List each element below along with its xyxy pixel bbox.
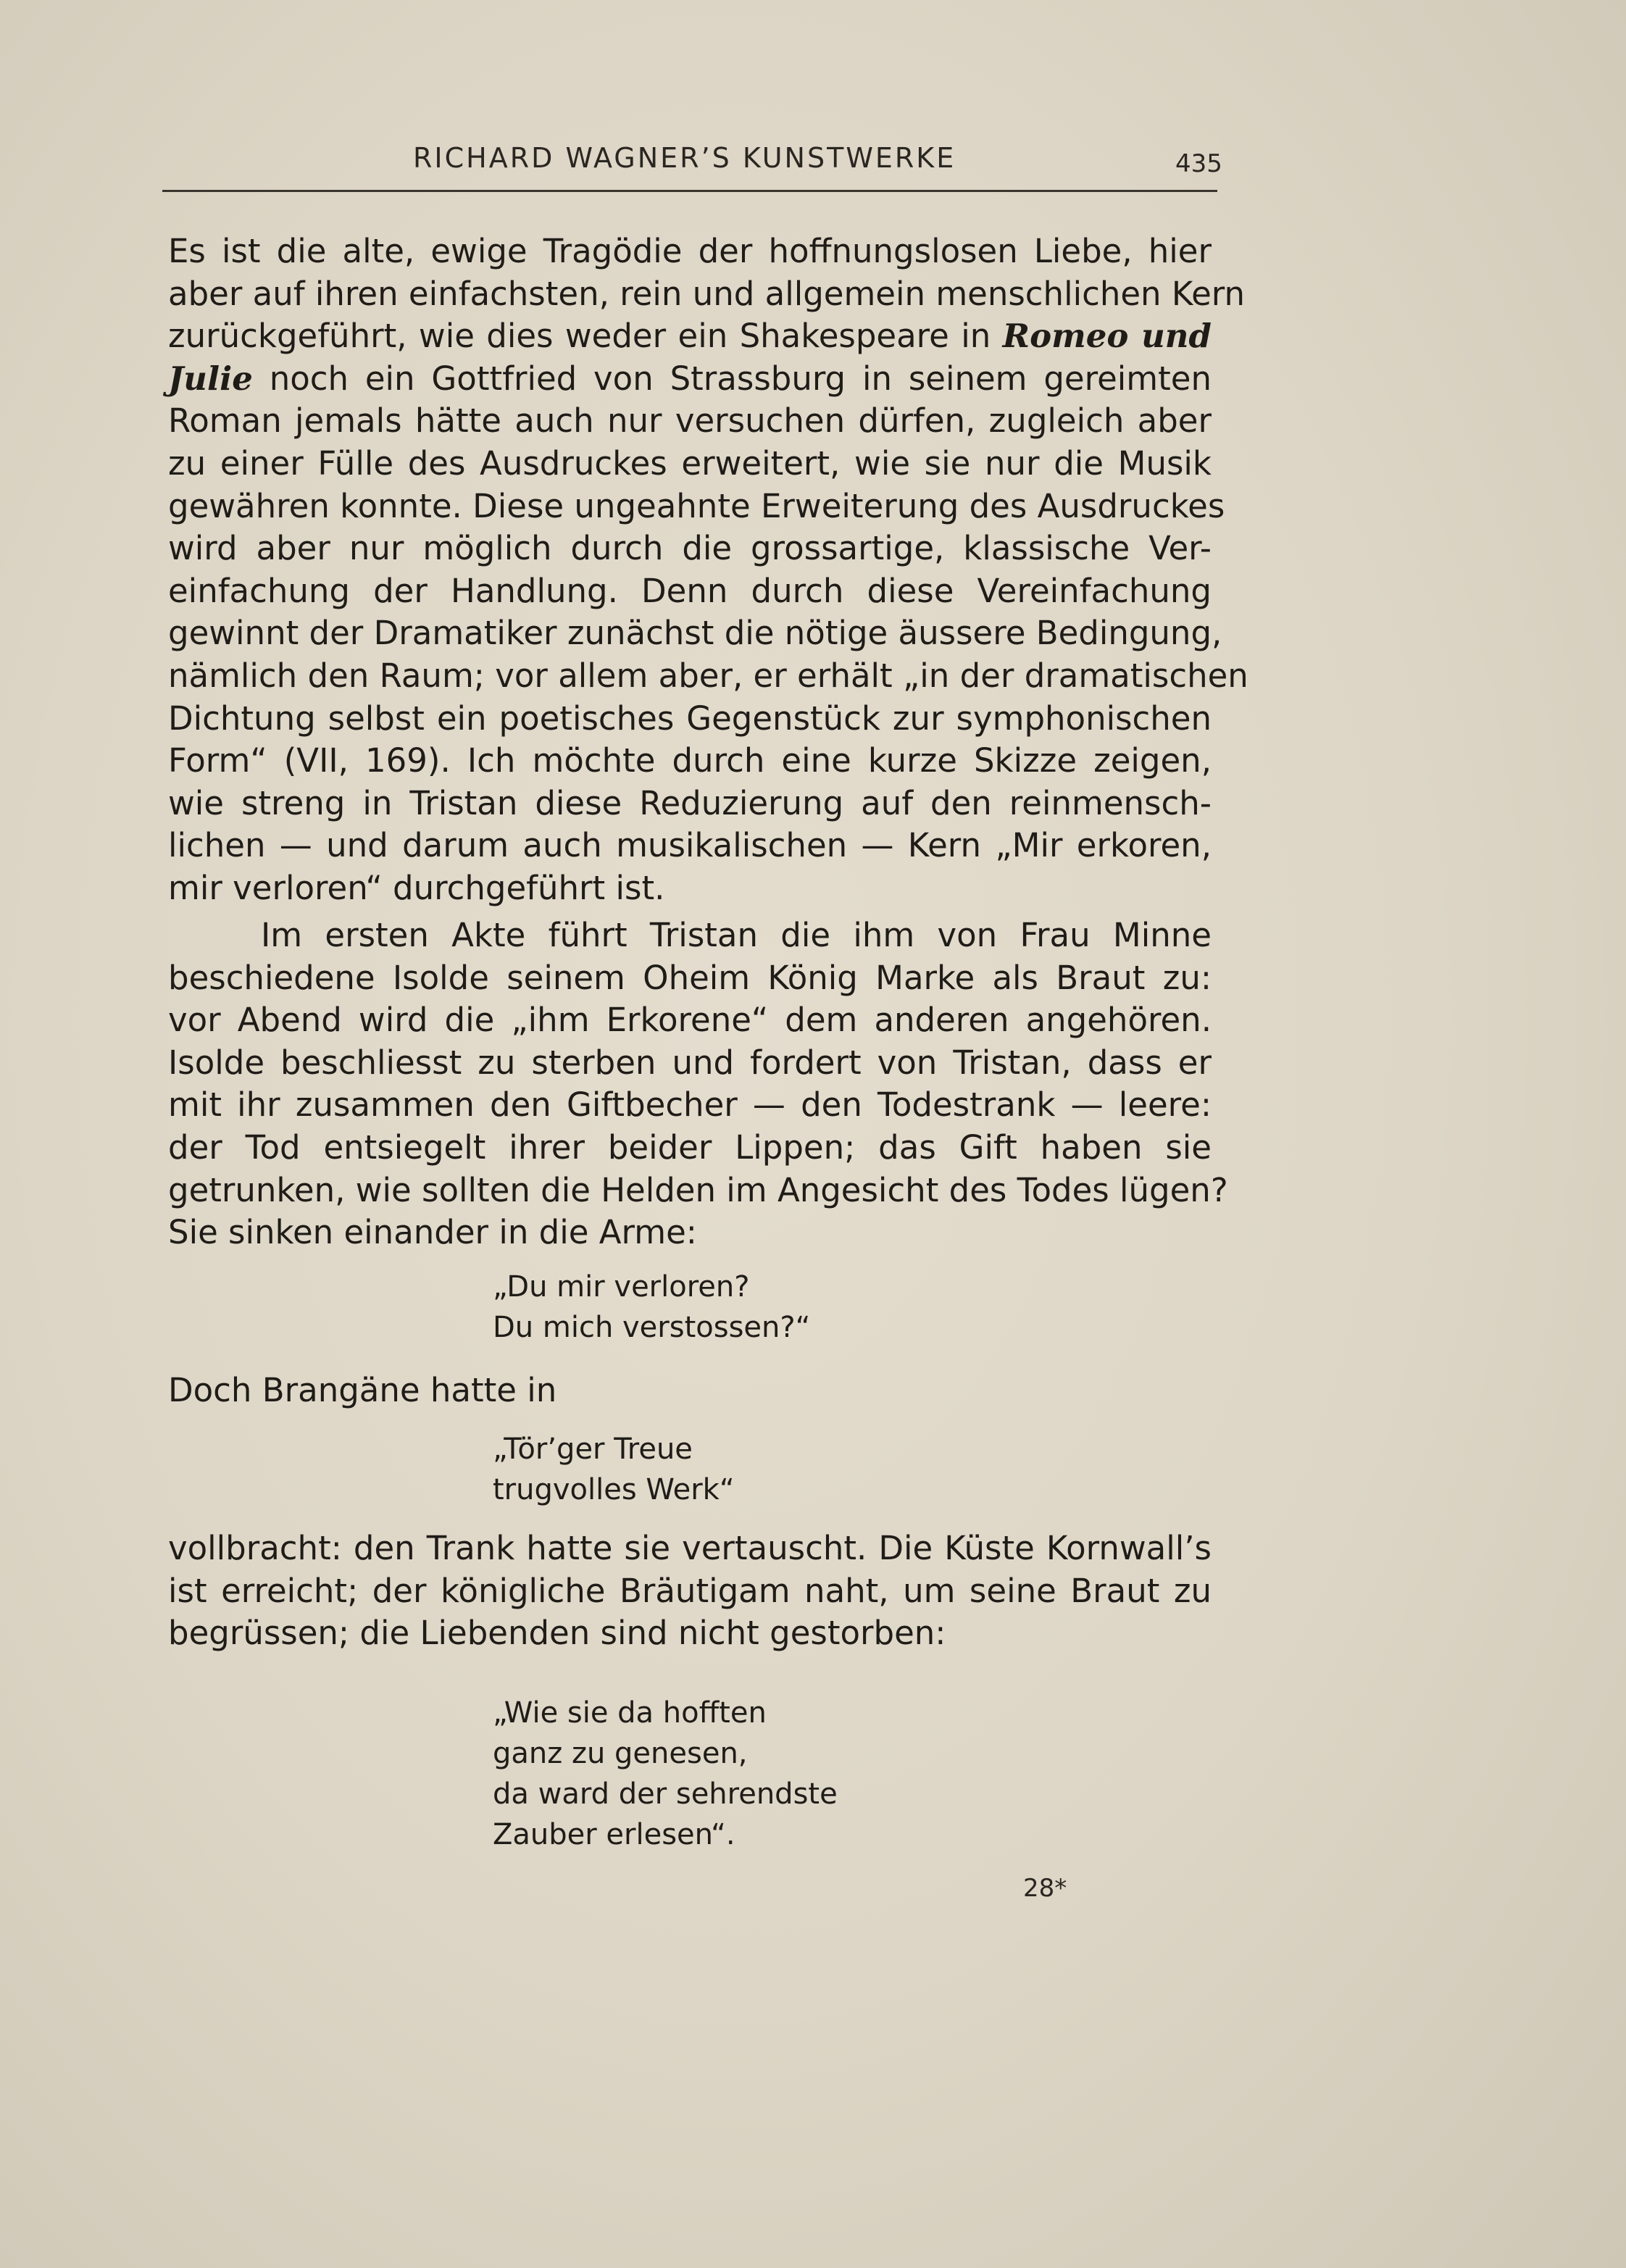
text-line: zu einer Fülle des Ausdruckes erweitert, wie sie nur die Musik: [168, 443, 1212, 483]
text-line: beschiedene Isolde seinem Oheim König Marke als Braut zu:: [168, 958, 1212, 997]
header-rule: [162, 190, 1217, 192]
text-line: gewinnt der Dramatiker zunächst die nötige äussere Bedingung,: [168, 614, 1222, 653]
italic-title: Romeo und: [1002, 317, 1212, 356]
verse-line: trugvolles Werk“: [493, 1473, 735, 1506]
text-line: Im ersten Akte führt Tristan die ihm von Frau Minne: [261, 916, 1212, 954]
page-number: 435: [1175, 149, 1222, 178]
text-segment: zurückgeführt, wie dies weder ein Shakespeare in: [168, 317, 991, 356]
verse-quote-3: [493, 1693, 838, 1855]
text-line: begrüssen; die Liebenden sind nicht gestorben:: [168, 1614, 946, 1653]
verse-line: Zauber erlesen“.: [493, 1818, 735, 1851]
text-line: lichen — und darum auch musikalischen — Kern „Mir erkoren,: [168, 826, 1212, 865]
text-line: einfachung der Handlung. Denn durch diese Vereinfachung: [168, 571, 1212, 610]
text-line: mit ihr zusammen den Giftbecher — den Todestrank — leere:: [168, 1085, 1212, 1125]
text-line: ist erreicht; der königliche Bräutigam naht, um seine Braut zu: [168, 1571, 1212, 1610]
verse-line: ganz zu genesen,: [493, 1737, 748, 1770]
verse-line: Du mich verstossen?“: [493, 1311, 811, 1344]
text-line: nämlich den Raum; vor allem aber, er erhält „in der dramatischen: [168, 656, 1248, 695]
verse-line: da ward der sehrendste: [493, 1777, 838, 1811]
text-line: [168, 358, 1212, 401]
text-line: vor Abend wird die „ihm Erkorene“ dem anderen angehören.: [168, 1001, 1212, 1040]
text-line: Es ist die alte, ewige Tragödie der hoffnungslosen Liebe, hier: [168, 232, 1212, 270]
text-line: wie streng in Tristan diese Reduzierung auf den reinmensch-: [168, 783, 1212, 822]
verse-line: „Wie sie da hofften: [493, 1696, 767, 1730]
text-line: Sie sinken einander in die Arme:: [168, 1213, 697, 1252]
text-line: mir verloren“ durchgeführt ist.: [168, 868, 665, 907]
text-line: getrunken, wie sollten die Helden im Angesicht des Todes lügen?: [168, 1170, 1228, 1209]
verse-quote-2: [493, 1429, 735, 1510]
paragraph-2: [168, 914, 1228, 1254]
paragraph-1: [168, 230, 1248, 910]
verse-quote-1: [493, 1267, 810, 1348]
italic-title: Julie: [168, 359, 253, 398]
text-line: Dichtung selbst ein poetisches Gegenstück zur symphonischen: [168, 699, 1212, 738]
signature-mark: 28*: [1023, 1874, 1067, 1903]
verse-line: „Tör’ger Treue: [493, 1433, 693, 1466]
text-line: wird aber nur möglich durch die grossartige, klassische Ver-: [168, 529, 1212, 568]
text-line: der Tod entsiegelt ihrer beider Lippen; das Gift haben sie: [168, 1127, 1212, 1167]
running-head: RICHARD WAGNER’S KUNSTWERKE: [413, 142, 956, 174]
text-line: aber auf ihren einfachsten, rein und allgemein menschlichen Kern: [168, 274, 1246, 313]
text-segment: noch ein Gottfried von Strassburg in seinem gereimten: [269, 359, 1212, 398]
text-line: Doch Brangäne hatte in: [168, 1371, 557, 1409]
text-line: [168, 315, 1212, 358]
text-line: gewähren konnte. Diese ungeahnte Erweiterung des Ausdruckes: [168, 486, 1225, 525]
paragraph-3: [168, 1527, 1212, 1655]
text-line: Roman jemals hätte auch nur versuchen dürfen, zugleich aber: [168, 401, 1212, 441]
text-line: vollbracht: den Trank hatte sie vertauscht. Die Küste Kornwall’s: [168, 1529, 1212, 1567]
text-line: Isolde beschliesst zu sterben und fordert von Tristan, dass er: [168, 1043, 1212, 1082]
verse-line: „Du mir verloren?: [493, 1270, 750, 1304]
text-line: Form“ (VII, 169). Ich möchte durch eine kurze Skizze zeigen,: [168, 741, 1212, 780]
paragraph-transition: [168, 1369, 1212, 1412]
